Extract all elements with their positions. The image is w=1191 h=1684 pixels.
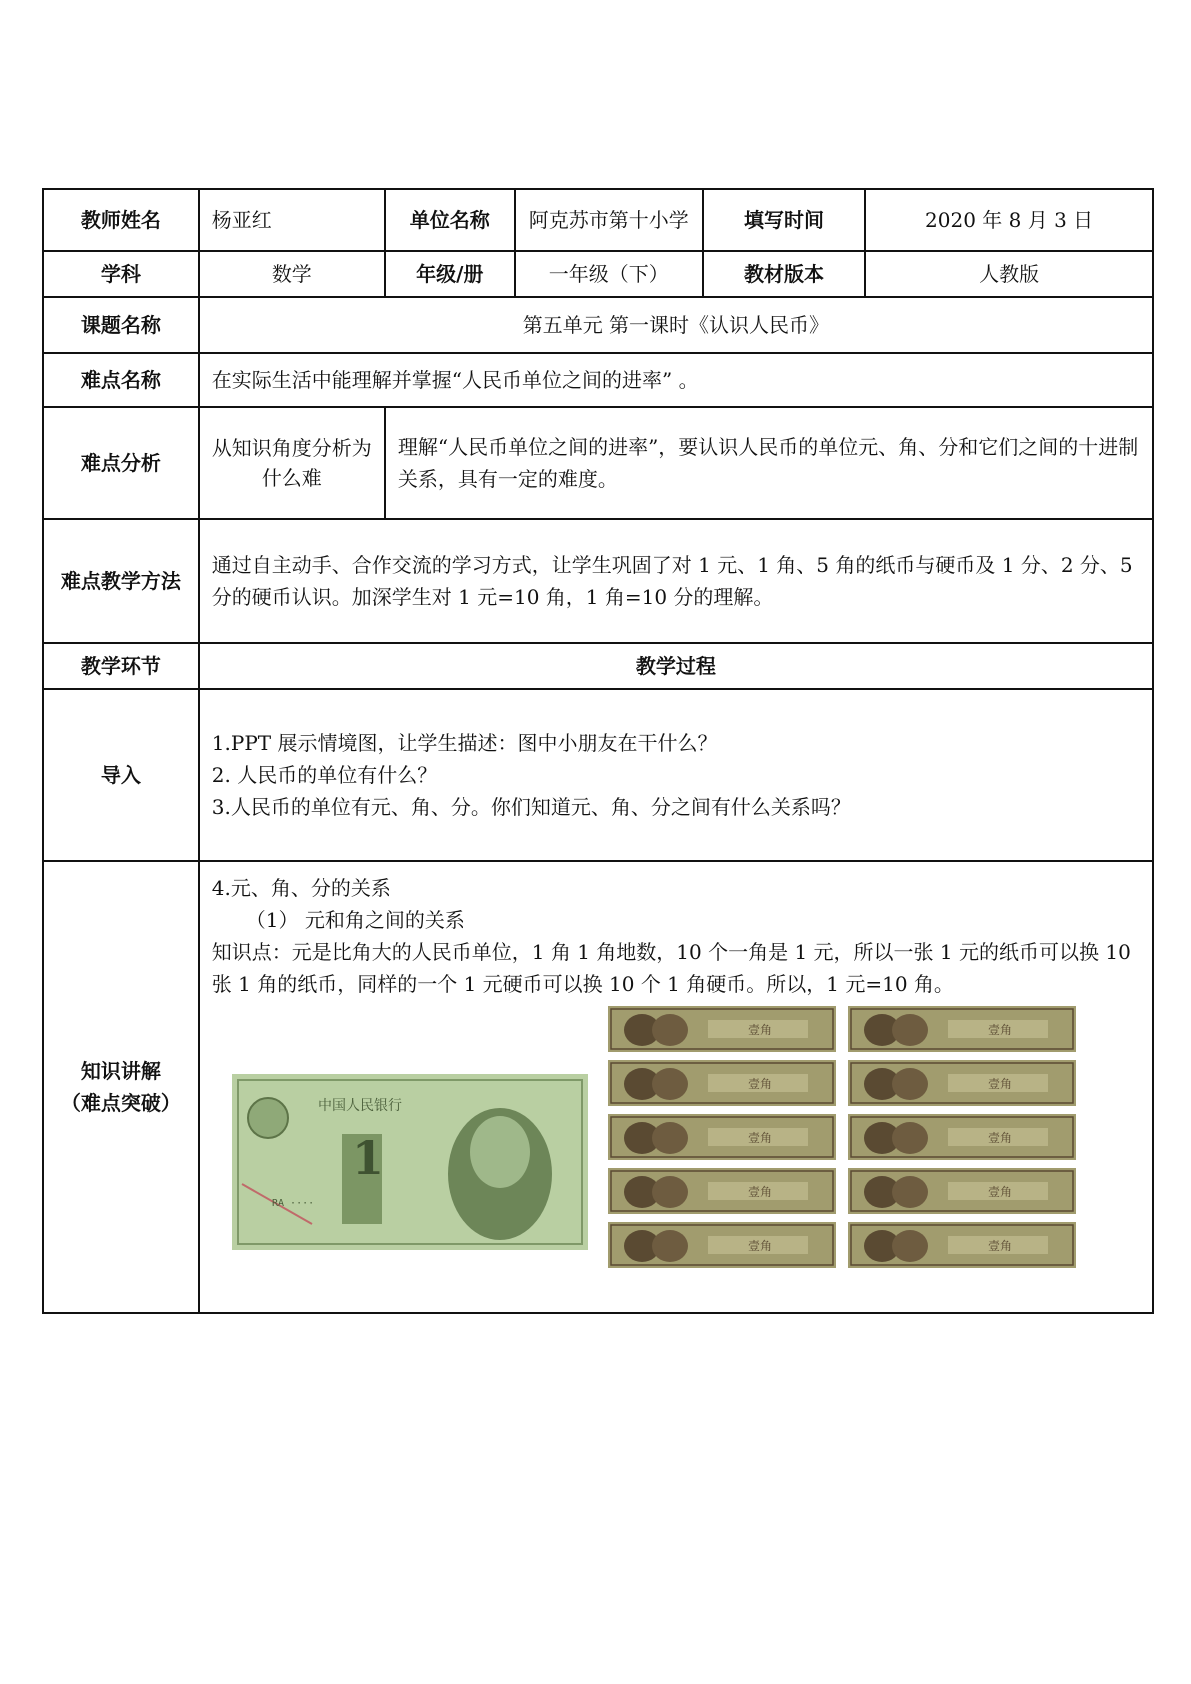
unit-label: 单位名称: [385, 189, 515, 251]
note-denomination-mark: 1: [351, 1131, 384, 1185]
one-jiao-banknote-image: [608, 1168, 836, 1214]
knowledge-label-line: 知识讲解: [80, 1059, 161, 1083]
intro-line: 3.人民币的单位有元、角、分。你们知道元、角、分之间有什么关系吗？: [211, 795, 851, 819]
knowledge-label-line: （难点突破）: [60, 1091, 181, 1115]
edition-value: 人教版: [865, 251, 1153, 297]
lesson-plan-table: [42, 188, 1154, 1314]
header-row-1: [43, 189, 1153, 251]
intro-content: [199, 689, 1153, 861]
unit-name: 阿克苏市第十小学: [515, 189, 703, 251]
jiao-note-denomination-text: 壹角: [987, 1023, 1012, 1037]
fill-date: 2020 年 8 月 3 日: [865, 189, 1153, 251]
intro-label: 导入: [43, 689, 199, 861]
banknote-illustration: [212, 1006, 1140, 1308]
stage-header: 教学环节: [43, 643, 199, 689]
knowledge-heading: 4.元、角、分的关系: [211, 876, 391, 900]
topic-row: [43, 297, 1153, 353]
knowledge-point: 知识点：元是比角大的人民币单位，1 角 1 角地数，10 个一角是 1 元，所以一张 1 元的纸币可以换 10 张 1 角的纸币，同样的一个 1 元硬币可以换 10 个 1 角硬币。所以，1 元=10 角。: [211, 940, 1131, 996]
jiao-note-denomination-text: 壹角: [987, 1239, 1012, 1253]
method-value: 通过自主动手、合作交流的学习方式，让学生巩固了对 1 元、1 角、5 角的纸币与硬币及 1 分、2 分、5 分的硬币认识。加深学生对 1 元=10 角，1 角=10 分的理解。: [199, 519, 1153, 643]
grade-value: 一年级（下）: [515, 251, 703, 297]
process-header-row: [43, 643, 1153, 689]
jiao-note-denomination-text: 壹角: [747, 1077, 772, 1091]
difficulty-row: [43, 353, 1153, 407]
one-jiao-banknote-image: [848, 1168, 1076, 1214]
one-jiao-banknote-image: [848, 1222, 1076, 1268]
portrait-face: [470, 1116, 530, 1188]
teacher-name: 杨亚红: [199, 189, 385, 251]
jiao-note-denomination-text: 壹角: [987, 1131, 1012, 1145]
intro-line: 2. 人民币的单位有什么？: [211, 763, 438, 787]
emblem-icon: [248, 1098, 288, 1138]
one-jiao-banknote-image: [848, 1114, 1076, 1160]
jiao-note-denomination-text: 壹角: [747, 1131, 772, 1145]
analysis-row: [43, 407, 1153, 519]
method-label: 难点教学方法: [43, 519, 199, 643]
difficulty-value: 在实际生活中能理解并掌握“人民币单位之间的进率” 。: [199, 353, 1153, 407]
knowledge-label: [43, 861, 199, 1313]
grade-label: 年级/册: [385, 251, 515, 297]
jiao-note-denomination-text: 壹角: [747, 1023, 772, 1037]
topic-value: 第五单元 第一课时《认识人民币》: [199, 297, 1153, 353]
serial-number-mark: RA ····: [271, 1198, 314, 1209]
knowledge-row: [43, 861, 1153, 1313]
topic-label: 课题名称: [43, 297, 199, 353]
jiao-note-denomination-text: 壹角: [987, 1077, 1012, 1091]
difficulty-label: 难点名称: [43, 353, 199, 407]
intro-row: [43, 689, 1153, 861]
jiao-note-denomination-text: 壹角: [747, 1239, 772, 1253]
note-bank-text: 中国人民银行: [317, 1098, 402, 1114]
edition-label: 教材版本: [703, 251, 865, 297]
analysis-label: 难点分析: [43, 407, 199, 519]
knowledge-subheading: （1） 元和角之间的关系: [245, 908, 465, 932]
subject-value: 数学: [199, 251, 385, 297]
one-jiao-banknote-image: [608, 1114, 836, 1160]
analysis-value: 理解“人民币单位之间的进率”，要认识人民币的单位元、角、分和它们之间的十进制关系，具有一定的难度。: [385, 407, 1153, 519]
one-jiao-banknote-image: [608, 1060, 836, 1106]
intro-line: 1.PPT 展示情境图，让学生描述：图中小朋友在干什么？: [211, 731, 718, 755]
teacher-label: 教师姓名: [43, 189, 199, 251]
date-label: 填写时间: [703, 189, 865, 251]
process-header: 教学过程: [199, 643, 1153, 689]
one-jiao-banknote-image: [608, 1222, 836, 1268]
method-row: [43, 519, 1153, 643]
jiao-note-denomination-text: 壹角: [987, 1185, 1012, 1199]
knowledge-content: [199, 861, 1153, 1313]
analysis-sub-label: 从知识角度分析为什么难: [199, 407, 385, 519]
one-jiao-banknote-image: [848, 1006, 1076, 1052]
header-row-2: [43, 251, 1153, 297]
one-jiao-banknote-image: [608, 1006, 836, 1052]
one-yuan-banknote-image: [232, 1074, 588, 1250]
subject-label: 学科: [43, 251, 199, 297]
jiao-note-denomination-text: 壹角: [747, 1185, 772, 1199]
one-jiao-banknote-image: [848, 1060, 1076, 1106]
